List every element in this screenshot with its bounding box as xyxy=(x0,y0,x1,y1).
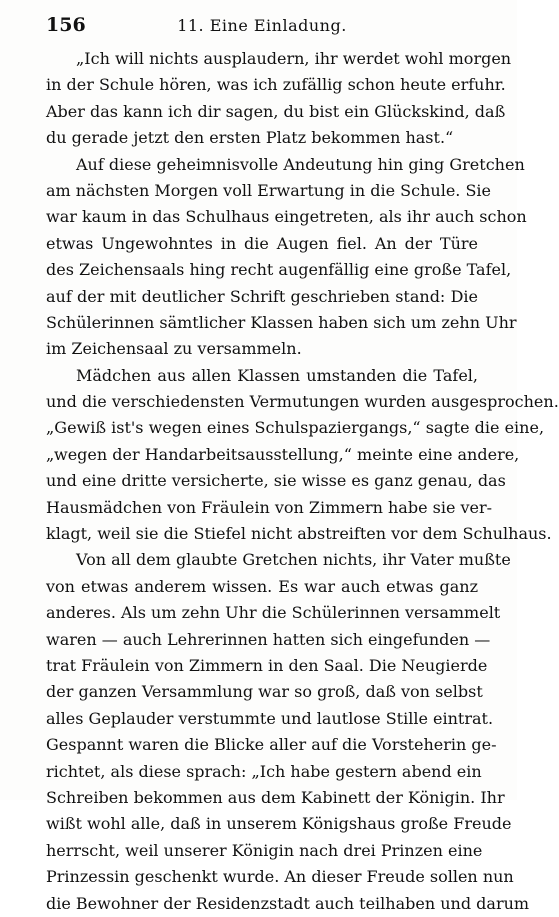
text-line: Hausmädchen von Fräulein von Zimmern habe sie ver- xyxy=(46,497,493,517)
text-line: war kaum in das Schulhaus eingetreten, als ihr auch schon xyxy=(46,207,527,227)
text-line: „Ich will nichts ausplaudern, ihr werdet wohl morgen xyxy=(76,49,512,68)
text-line: anderes. Als um zehn Uhr die Schülerinnen versammelt xyxy=(46,603,501,623)
body-text xyxy=(46,46,559,917)
text-line: du gerade jetzt den ersten Platz bekommen hast.“ xyxy=(46,128,454,148)
text-line: von etwas anderem wissen. Es war auch etwas ganz xyxy=(46,576,478,596)
text-line: „Gewiß ist's wegen eines Schulspaziergangs,“ sagte die eine, xyxy=(46,418,545,438)
text-line: Prinzessin geschenkt wurde. An dieser Freude sollen nun xyxy=(46,867,514,887)
text-line: und eine dritte versicherte, sie wisse es ganz genau, das xyxy=(46,471,506,491)
text-line: Schreiben bekommen aus dem Kabinett der Königin. Ihr xyxy=(46,787,505,807)
text-line: waren — auch Lehrerinnen hatten sich eingefunden — xyxy=(46,629,491,649)
text-line: und die verschiedensten Vermutungen wurden ausgesprochen. xyxy=(46,392,559,412)
text-line: des Zeichensaals hing recht augenfällig eine große Tafel, xyxy=(46,260,512,280)
text-line: die Bewohner der Residenzstadt auch teilhaben und darum xyxy=(46,893,530,913)
text-line: auf der mit deutlicher Schrift geschrieben stand: Die xyxy=(46,286,478,306)
running-head: 11. Eine Einladung. xyxy=(177,16,347,35)
text-line: der ganzen Versammlung war so groß, daß von selbst xyxy=(46,682,483,702)
text-line: „wegen der Handarbeitsausstellung,“ meinte eine andere, xyxy=(46,444,520,464)
text-line: Schülerinnen sämtlicher Klassen haben sich um zehn Uhr xyxy=(46,312,517,332)
text-line: wißt wohl alle, daß in unserem Königshaus große Freude xyxy=(46,814,512,834)
text-line: herrscht, weil unserer Königin nach drei Prinzen eine xyxy=(46,840,483,860)
text-line: im Zeichensaal zu versammeln. xyxy=(46,339,302,359)
text-line: Aber das kann ich dir sagen, du bist ein Glückskind, daß xyxy=(46,101,506,121)
text-line: am nächsten Morgen voll Erwartung in die Schule. Sie xyxy=(46,180,491,200)
text-line: Von all dem glaubte Gretchen nichts, ihr Vater mußte xyxy=(76,550,511,570)
text-line: Gespannt waren die Blicke aller auf die Vorsteherin ge- xyxy=(46,735,497,755)
page-header xyxy=(46,10,478,40)
text-line: richtet, als diese sprach: „Ich habe gestern abend ein xyxy=(46,761,482,781)
text-line: etwas Ungewohntes in die Augen fiel. An der Türe xyxy=(46,233,478,253)
text-line: trat Fräulein von Zimmern in den Saal. Die Neugierde xyxy=(46,655,488,675)
text-line: klagt, weil sie die Stiefel nicht abstreiften vor dem Schulhaus. xyxy=(46,524,552,544)
text-line: Mädchen aus allen Klassen umstanden die Tafel, xyxy=(76,365,478,385)
text-line: Auf diese geheimnisvolle Andeutung hin ging Gretchen xyxy=(76,154,525,174)
text-line: in der Schule hören, was ich zufällig schon heute erfuhr. xyxy=(46,75,506,95)
page-number: 156 xyxy=(46,14,86,36)
text-line: alles Geplauder verstummte und lautlose Stille eintrat. xyxy=(46,708,494,728)
